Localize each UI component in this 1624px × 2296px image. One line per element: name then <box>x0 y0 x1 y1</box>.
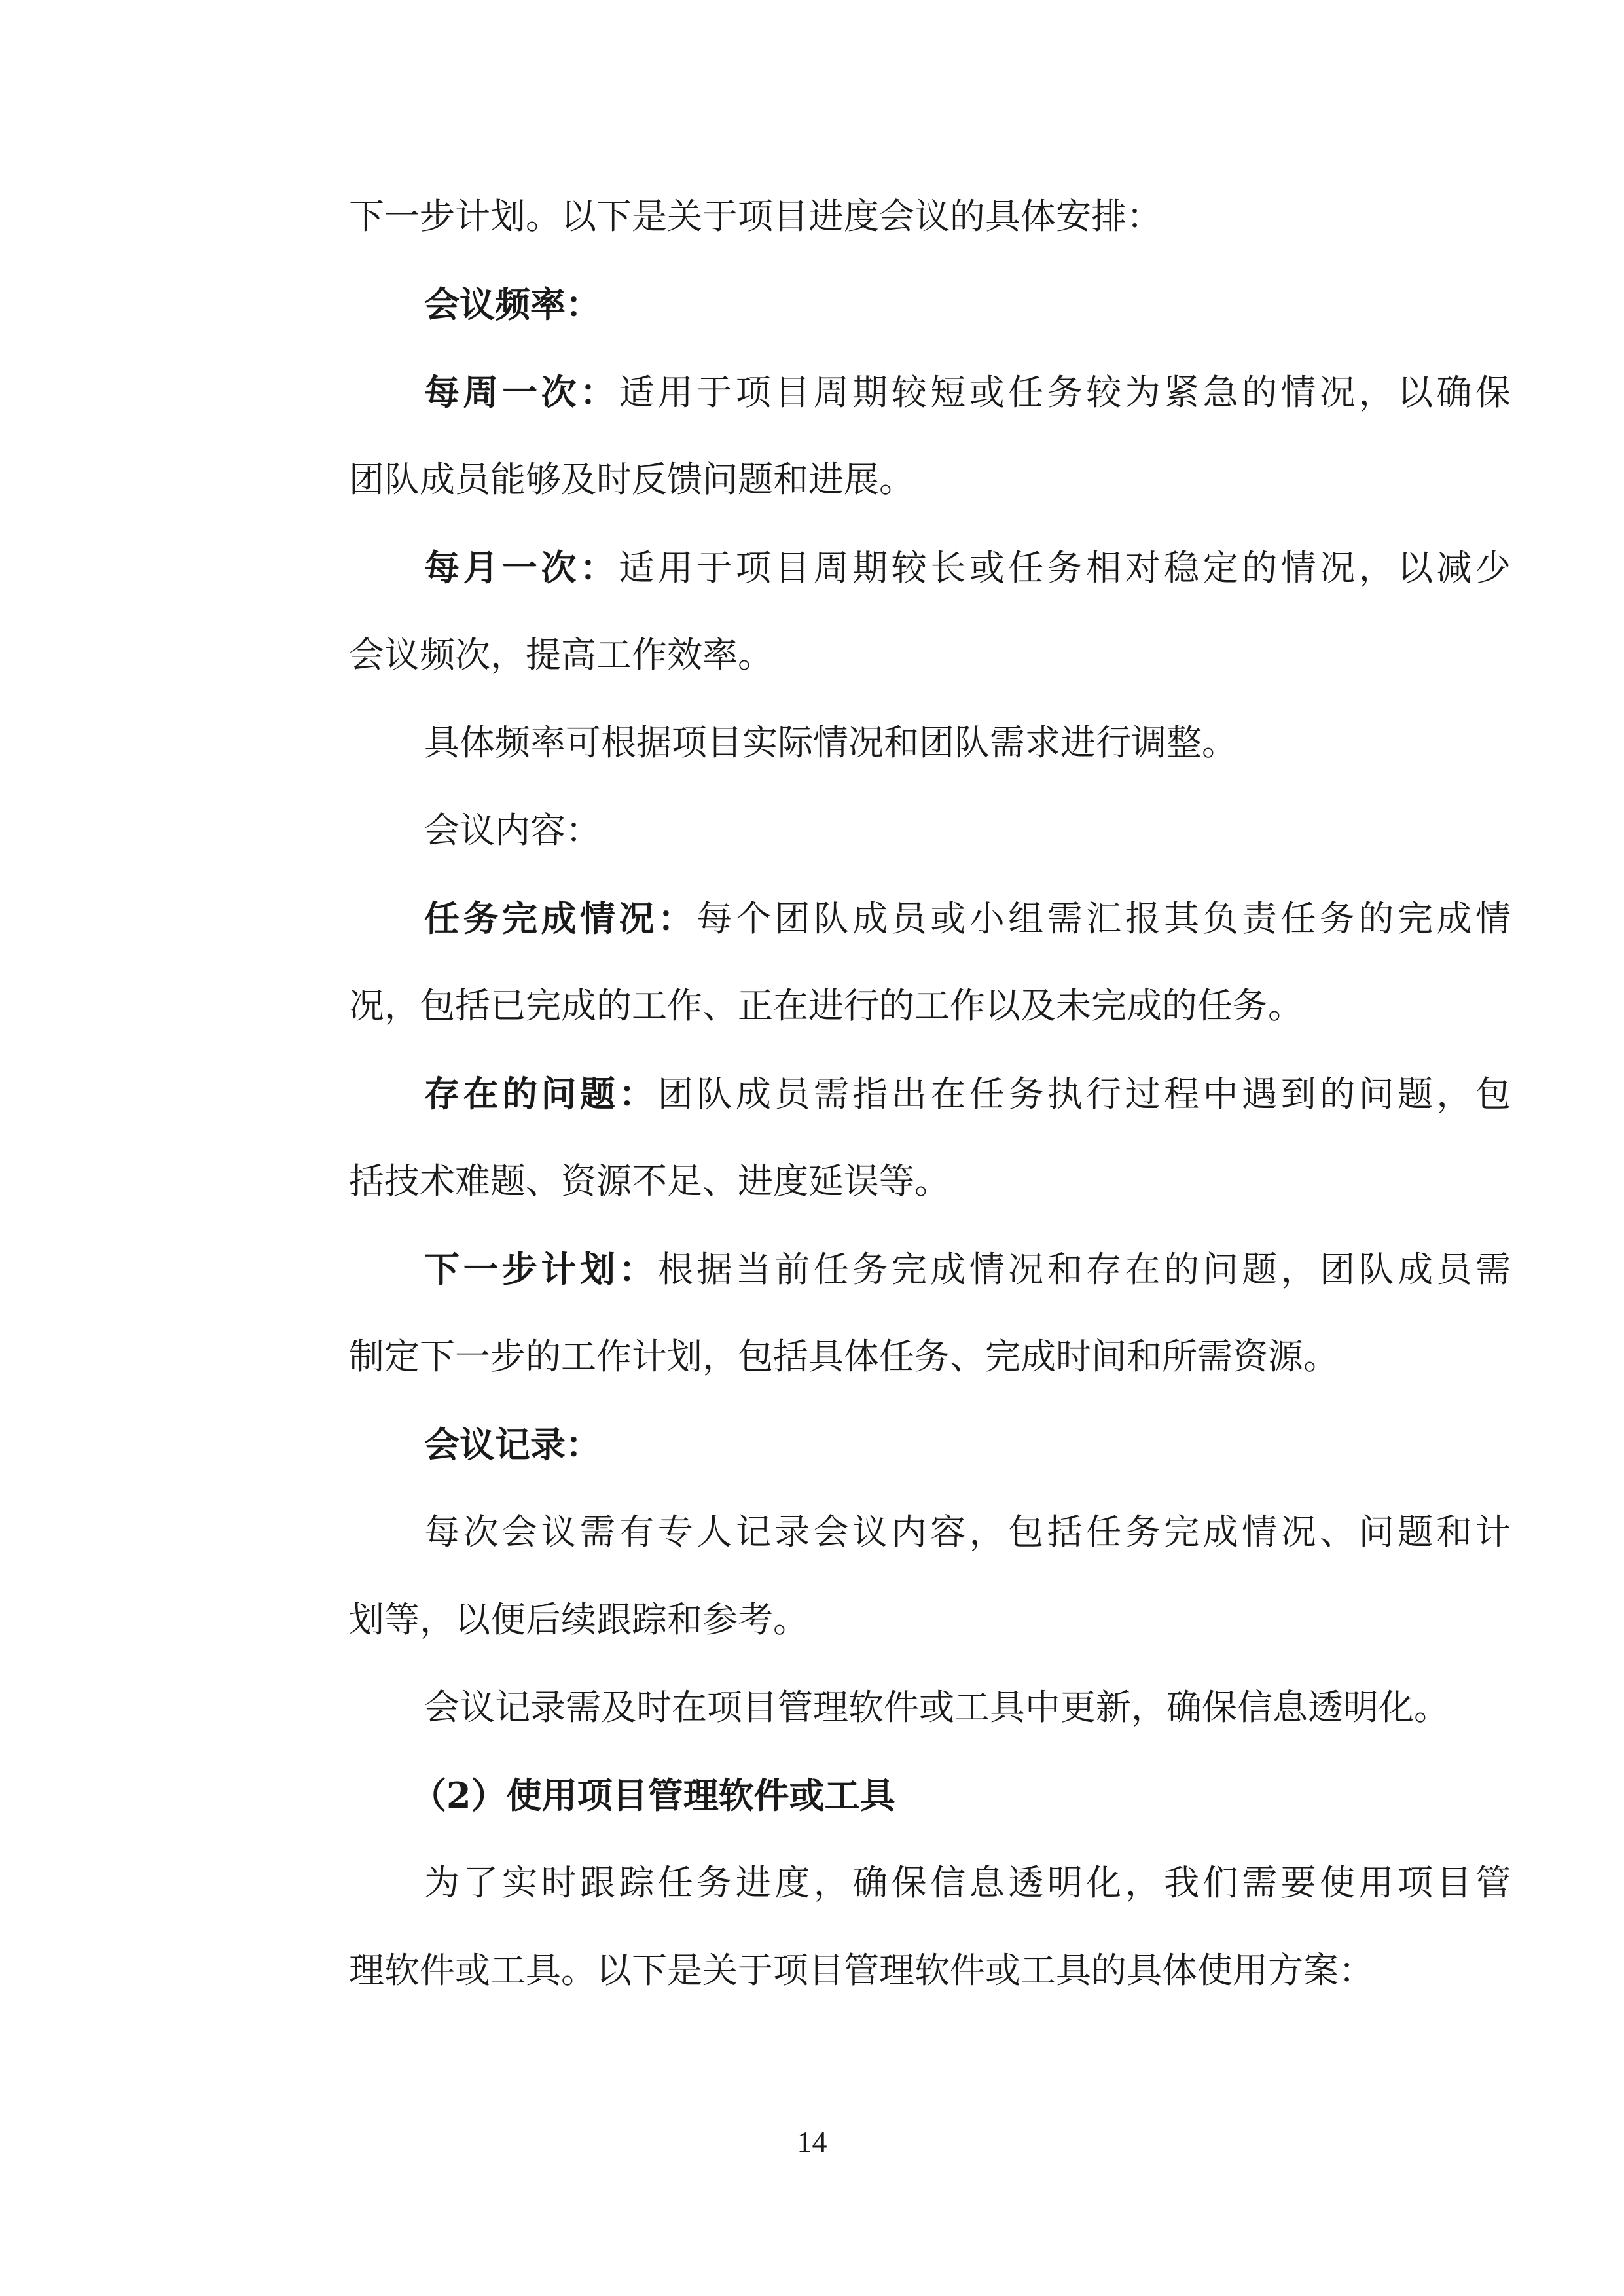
body-text: 每个团队成员或小组需汇报其负责任务的完成情 <box>696 898 1511 939</box>
body-text: 每次会议需有专人记录会议内容，包括任务完成情况、问题和计 <box>424 1511 1511 1552</box>
paragraph-line <box>349 458 1511 501</box>
bold-label: 存在的问题： <box>424 1073 658 1115</box>
section-heading-meeting-content <box>349 809 1511 852</box>
paragraph-line <box>349 1247 1511 1291</box>
paragraph-line <box>349 1598 1511 1641</box>
paragraph-line <box>349 721 1511 764</box>
body-text: 制定下一步的工作计划，包括具体任务、完成时间和所需资源。 <box>349 1336 1339 1377</box>
body-text: 适用于项目周期较短或任务较为紧急的情况，以确保 <box>619 372 1511 413</box>
body-text: 会议内容： <box>424 810 601 851</box>
body-text: 会议频次，提高工作效率。 <box>349 634 773 675</box>
body-text: 况，包括已完成的工作、正在进行的工作以及未完成的任务。 <box>349 985 1303 1026</box>
paragraph-line <box>349 370 1511 414</box>
body-text: 下一步计划。以下是关于项目进度会议的具体安排： <box>349 196 1162 237</box>
paragraph-line <box>349 1511 1511 1554</box>
bold-label: 会议记录： <box>424 1424 601 1465</box>
bold-label: 任务完成情况： <box>424 897 697 939</box>
paragraph-line <box>349 1160 1511 1203</box>
paragraph-line <box>349 546 1511 589</box>
section-heading-meeting-frequency <box>349 283 1511 326</box>
document-body <box>349 195 1511 2037</box>
paragraph-line <box>349 195 1511 238</box>
bold-label: 下一步计划： <box>424 1248 658 1290</box>
body-text: 适用于项目周期较长或任务相对稳定的情况，以减少 <box>619 547 1511 588</box>
bold-label: 每周一次： <box>424 371 619 413</box>
body-text: 划等，以便后续跟踪和参考。 <box>349 1599 808 1640</box>
bold-label: 每月一次： <box>424 547 619 588</box>
paragraph-line <box>349 1072 1511 1115</box>
body-text: 理软件或工具。以下是关于项目管理软件或工具的具体使用方案： <box>349 1950 1374 1991</box>
body-text: 团队成员能够及时反馈问题和进展。 <box>349 459 914 500</box>
body-text: 团队成员需指出在任务执行过程中遇到的问题，包 <box>657 1073 1511 1115</box>
section-heading-meeting-records <box>349 1423 1511 1466</box>
body-text: 为了实时跟踪任务进度，确保信息透明化，我们需要使用项目管 <box>424 1862 1511 1903</box>
paragraph-line <box>349 1861 1511 1905</box>
body-text: 具体频率可根据项目实际情况和团队需求进行调整。 <box>424 722 1237 763</box>
bold-label: 会议频率： <box>424 283 601 325</box>
body-text: 括技术难题、资源不足、进度延误等。 <box>349 1160 950 1202</box>
paragraph-line <box>349 1686 1511 1729</box>
paragraph-line <box>349 1335 1511 1378</box>
paragraph-line <box>349 634 1511 677</box>
paragraph-line <box>349 984 1511 1028</box>
body-text: 会议记录需及时在项目管理软件或工具中更新，确保信息透明化。 <box>424 1687 1449 1728</box>
paragraph-line <box>349 1949 1511 1992</box>
subsection-heading <box>349 1774 1511 1817</box>
bold-label: （2）使用项目管理软件或工具 <box>411 1774 895 1816</box>
page-number: 14 <box>797 2125 827 2159</box>
body-text: 根据当前任务完成情况和存在的问题，团队成员需 <box>657 1249 1511 1290</box>
paragraph-line <box>349 897 1511 940</box>
